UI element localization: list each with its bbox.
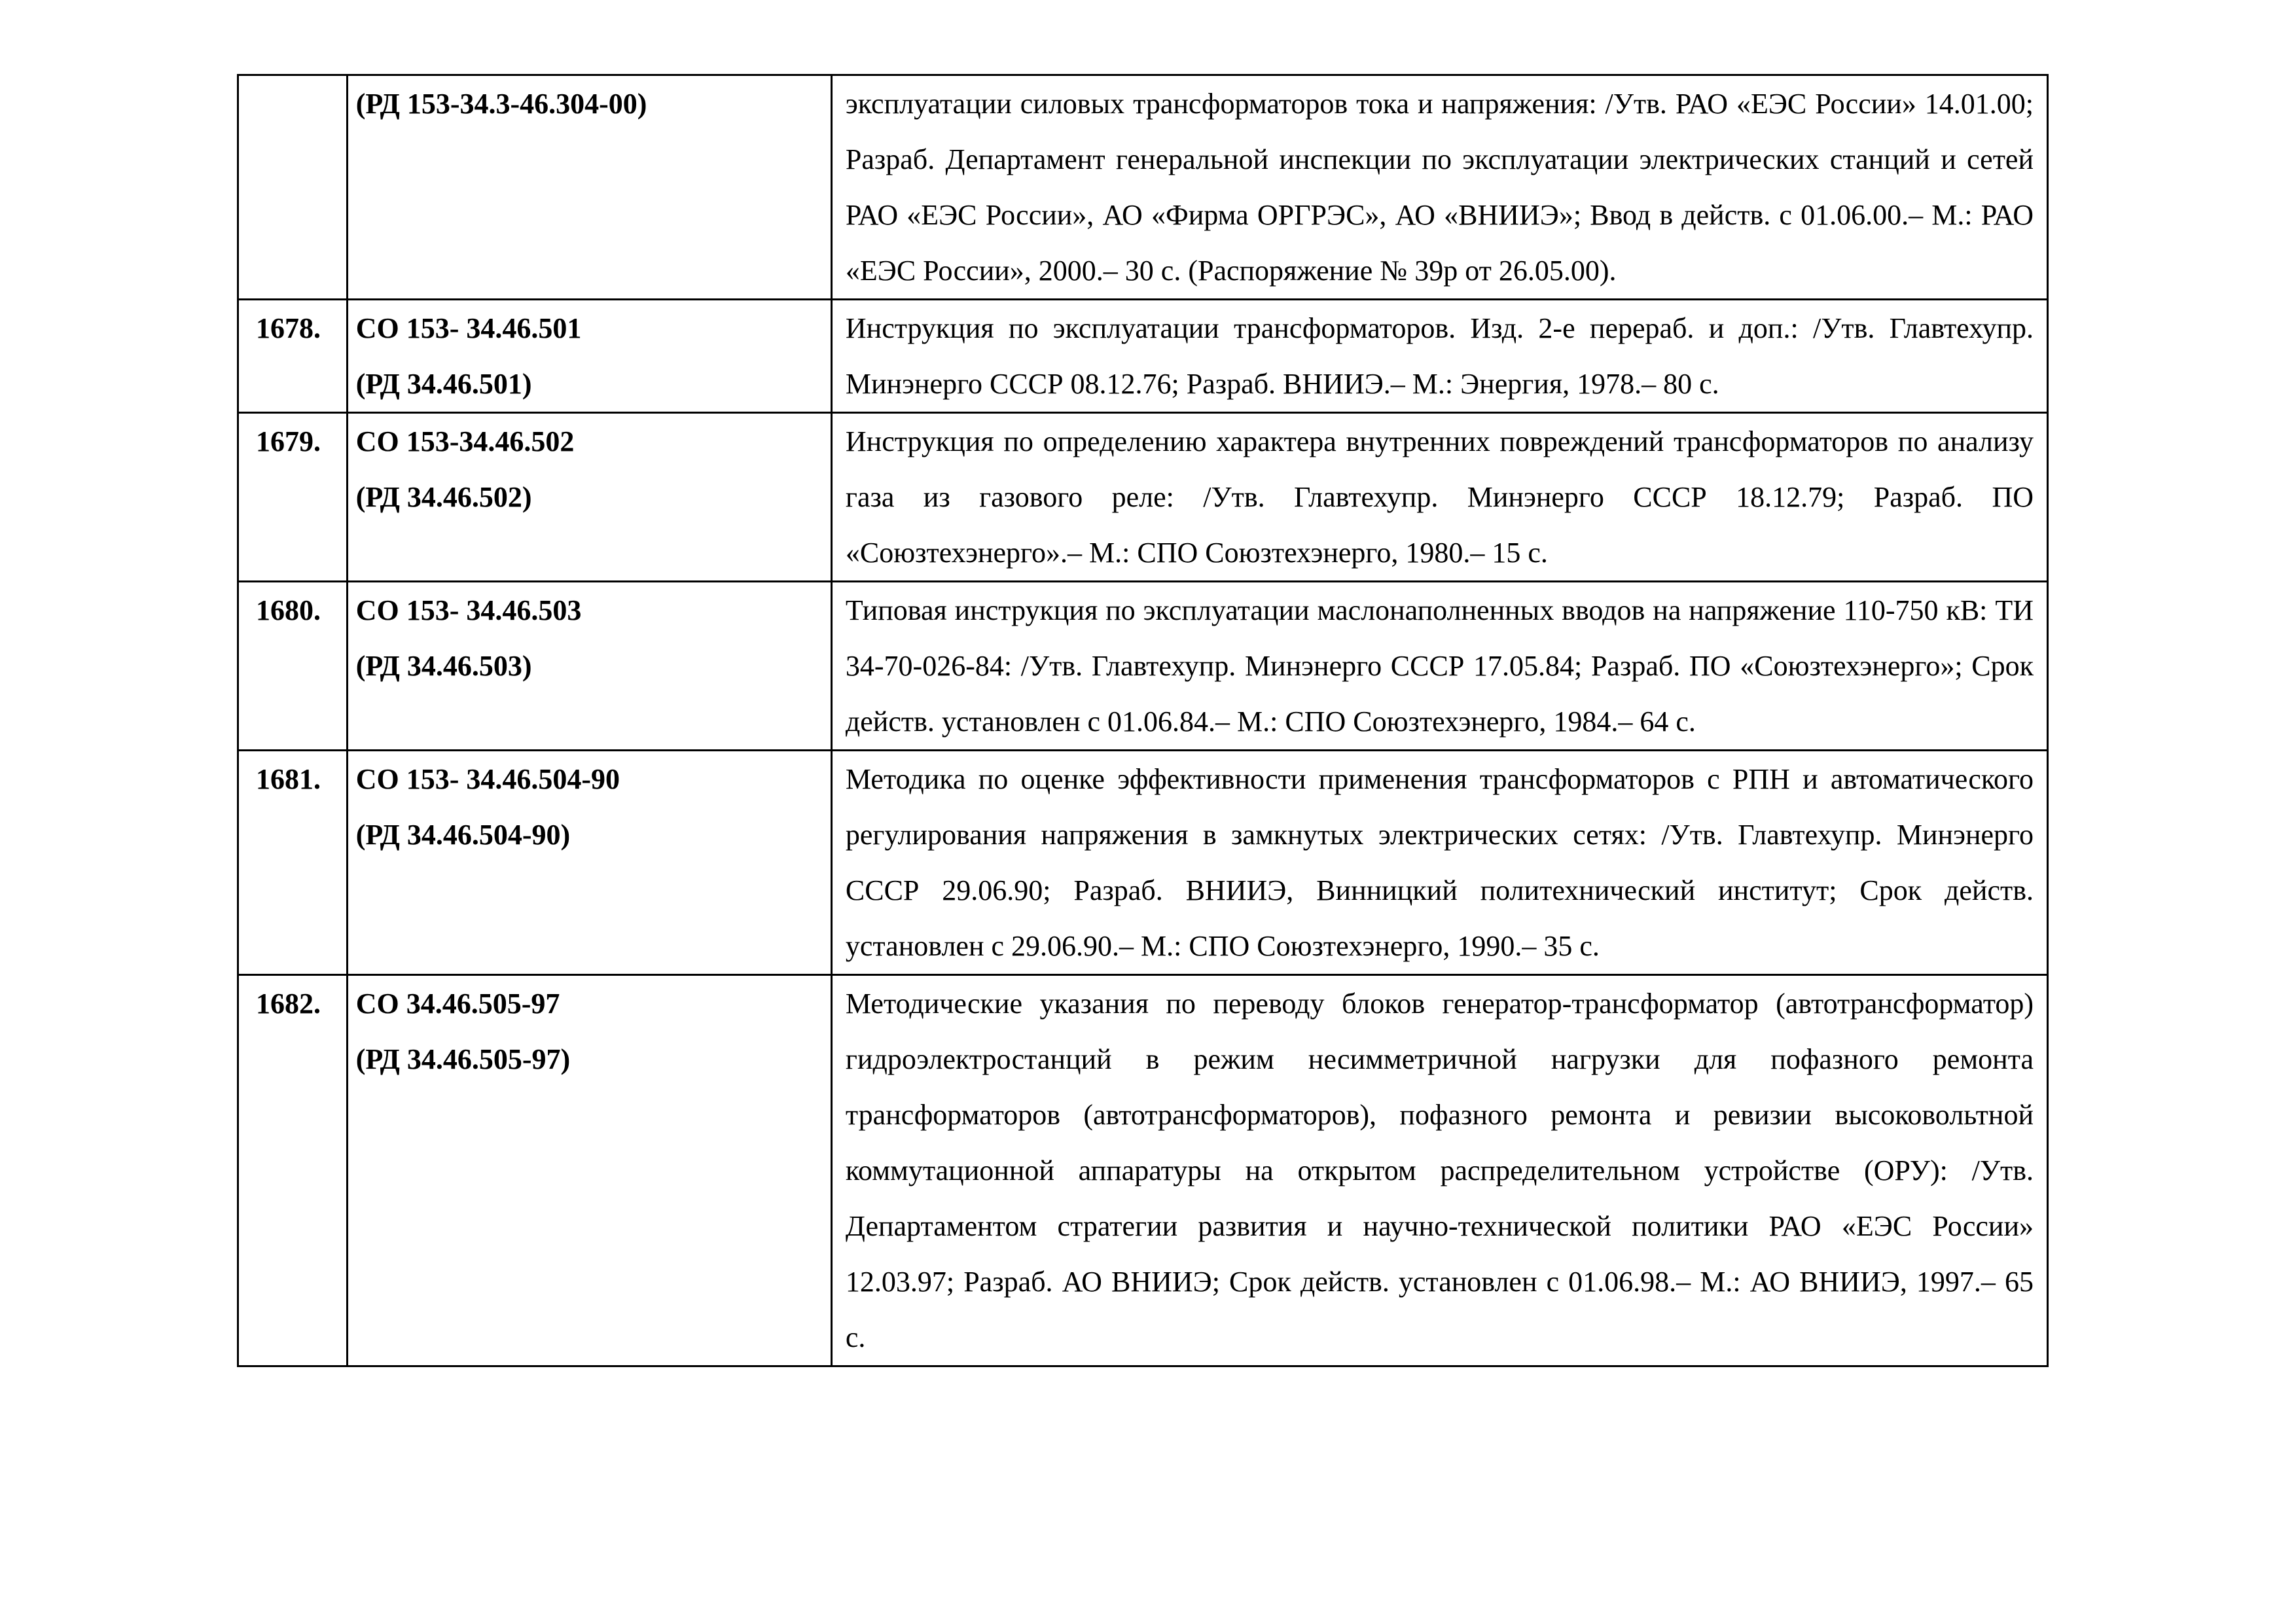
code-line: СО 34.46.505-97: [355, 988, 560, 1020]
document-description: эксплуатации силовых трансформаторов тока и напряжения: /Утв. РАО «ЕЭС России» 14.01.00; Разраб. Департамент генеральной инспекции по эксплуатации электрических станций и сетей РАО «ЕЭС России», АО «Фирма ОРГРЭС», АО «ВНИИЭ»; Ввод в действ. с 01.06.00.– М.: РАО «ЕЭС России», 2000.– 30 с. (Распоряжение № 39р от 26.05.00).: [831, 75, 2047, 300]
table-row: [238, 975, 2048, 1366]
document-description: Методика по оценке эффективности применения трансформаторов с РПН и автоматического регулирования напряжения в замкнутых электрических сетях: /Утв. Главтехупр. Минэнерго СССР 29.06.90; Разраб. ВНИИЭ, Винницкий политехнический институт; Срок действ. установлен с 29.06.90.– М.: СПО Союзтехэнерго, 1990.– 35 с.: [831, 751, 2047, 975]
code-line: (РД 34.46.504-90): [355, 819, 571, 851]
document-code: [347, 75, 831, 300]
document-description: Инструкция по определению характера внутренних повреждений трансформаторов по анализу газа из газового реле: /Утв. Главтехупр. Минэнерго СССР 18.12.79; Разраб. ПО «Союзтехэнерго».– М.: СПО Союзтехэнерго, 1980.– 15 с.: [831, 413, 2047, 582]
document-code: [347, 751, 831, 975]
code-line: (РД 34.46.501): [355, 368, 532, 400]
table-row: [238, 300, 2048, 413]
document-description: Типовая инструкция по эксплуатации маслонаполненных вводов на напряжение 110-750 кВ: ТИ 34-70-026-84: /Утв. Главтехупр. Минэнерго СССР 17.05.84; Разраб. ПО «Союзтехэнерго»; Срок действ. установлен с 01.06.84.– М.: СПО Союзтехэнерго, 1984.– 64 с.: [831, 582, 2047, 751]
code-line: (РД 34.46.502): [355, 481, 532, 513]
code-line: СО 153- 34.46.503: [355, 594, 582, 626]
document-code: [347, 413, 831, 582]
entry-number: 1682.: [238, 975, 348, 1366]
code-line: (РД 34.46.505-97): [355, 1043, 571, 1075]
code-line: (РД 34.46.503): [355, 650, 532, 682]
document-code: [347, 582, 831, 751]
code-line: СО 153- 34.46.504-90: [355, 763, 620, 795]
standards-table: [237, 74, 2049, 1367]
document-description: Инструкция по эксплуатации трансформаторов. Изд. 2-е перераб. и доп.: /Утв. Главтехупр. Минэнерго СССР 08.12.76; Разраб. ВНИИЭ.– М.: Энергия, 1978.– 80 с.: [831, 300, 2047, 413]
table-row: [238, 751, 2048, 975]
entry-number: 1680.: [238, 582, 348, 751]
entry-number: 1678.: [238, 300, 348, 413]
entry-number: [238, 75, 348, 300]
code-line: СО 153-34.46.502: [355, 425, 575, 457]
table-row: [238, 413, 2048, 582]
code-line: (РД 153-34.3-46.304-00): [355, 88, 647, 120]
entry-number: 1679.: [238, 413, 348, 582]
table-row: [238, 582, 2048, 751]
document-code: [347, 975, 831, 1366]
document-description: Методические указания по переводу блоков генератор-трансформатор (автотрансформатор) гидроэлектростанций в режим несимметричной нагрузки для пофазного ремонта трансформаторов (автотрансформаторов), пофазного ремонта и ревизии высоковольтной коммутационной аппаратуры на открытом распределительном устройстве (ОРУ): /Утв. Департаментом стратегии развития и научно-технической политики РАО «ЕЭС России» 12.03.97; Разраб. АО ВНИИЭ; Срок действ. установлен с 01.06.98.– М.: АО ВНИИЭ, 1997.– 65 с.: [831, 975, 2047, 1366]
document-code: [347, 300, 831, 413]
code-line: СО 153- 34.46.501: [355, 312, 582, 344]
entry-number: 1681.: [238, 751, 348, 975]
table-row: [238, 75, 2048, 300]
